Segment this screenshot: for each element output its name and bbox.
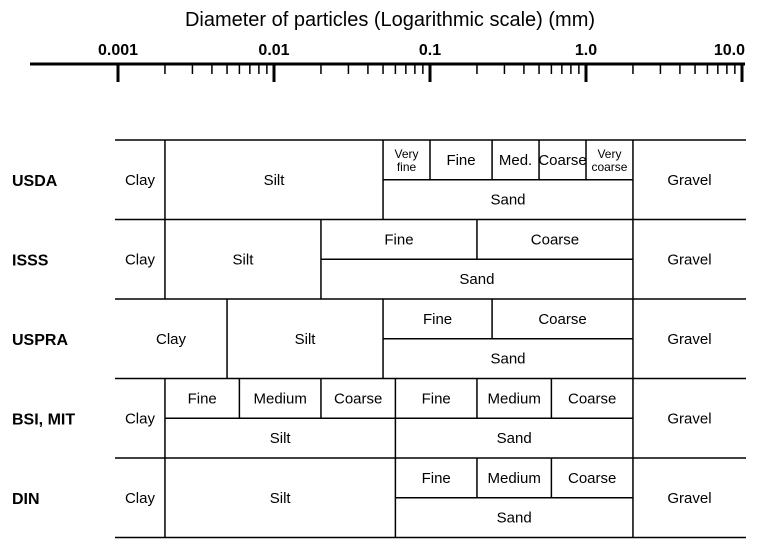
log-scale-axis [30,42,745,82]
gravel-cell: Gravel [667,251,712,269]
axis-tick-label: 0.1 [418,42,442,59]
axis-tick-label: 0.001 [97,42,139,59]
row-usda [12,140,746,220]
axis-title: Diameter of particles (Logarithmic scale) (mm) [184,9,596,31]
row-label: DIN [12,490,40,508]
row-label: ISSS [12,252,49,270]
row-label: USDA [12,172,58,190]
gravel-cell: Gravel [667,171,712,189]
axis-tick-label: 10.0 [713,42,745,59]
sand-subclass-med: Med. [498,151,533,169]
silt-subclass-coarse: Coarse [333,390,383,408]
sand-subclass-very-coarse: Very coarse [591,146,628,174]
clay-cell: Clay [124,251,155,269]
sand-subclass-fine: Fine [422,310,453,328]
silt-subclass-fine: Fine [187,390,217,408]
sand-subclass-medium: Medium [487,390,541,408]
sand-subclass-coarse: Coarse [538,310,587,328]
silt-cell: Silt [269,489,291,507]
sand-subclass-fine: Fine [421,390,451,408]
sand-subclass-coarse: Coarse [567,469,617,487]
row-din [12,458,746,538]
gravel-cell: Gravel [667,330,712,348]
sand-cell: Sand [496,509,532,527]
sand-subclass-very-fine: Very fine [394,146,419,174]
row-label: BSI, MIT [12,411,76,429]
row-label: USPRA [12,331,69,349]
gravel-cell: Gravel [667,489,712,507]
sand-subclass-coarse: Coarse [530,231,580,249]
sand-subclass-fine: Fine [384,231,414,249]
silt-cell: Silt [232,251,254,269]
gravel-cell: Gravel [667,410,712,428]
sand-subclass-coarse: Coarse [567,390,617,408]
silt-cell: Silt [269,430,291,448]
sand-cell: Sand [490,191,526,209]
axis-tick-label: 0.01 [258,42,290,59]
sand-cell: Sand [496,430,532,448]
sand-subclass-coarse: Coarse [538,151,587,169]
clay-cell: Clay [124,410,155,428]
sand-subclass-fine: Fine [446,151,476,169]
sand-subclass-medium: Medium [487,469,541,487]
clay-cell: Clay [156,330,187,348]
sand-subclass-fine: Fine [421,469,451,487]
sand-cell: Sand [490,350,526,368]
row-isss [12,220,746,300]
row-bsi-mit [12,379,746,459]
clay-cell: Clay [124,171,155,189]
sand-cell: Sand [459,271,495,289]
silt-cell: Silt [263,171,285,189]
silt-subclass-medium: Medium [253,390,307,408]
row-uspra [12,299,746,379]
clay-cell: Clay [124,489,155,507]
silt-cell: Silt [294,330,316,348]
axis-tick-label: 1.0 [574,42,598,59]
classification-table [12,140,746,538]
